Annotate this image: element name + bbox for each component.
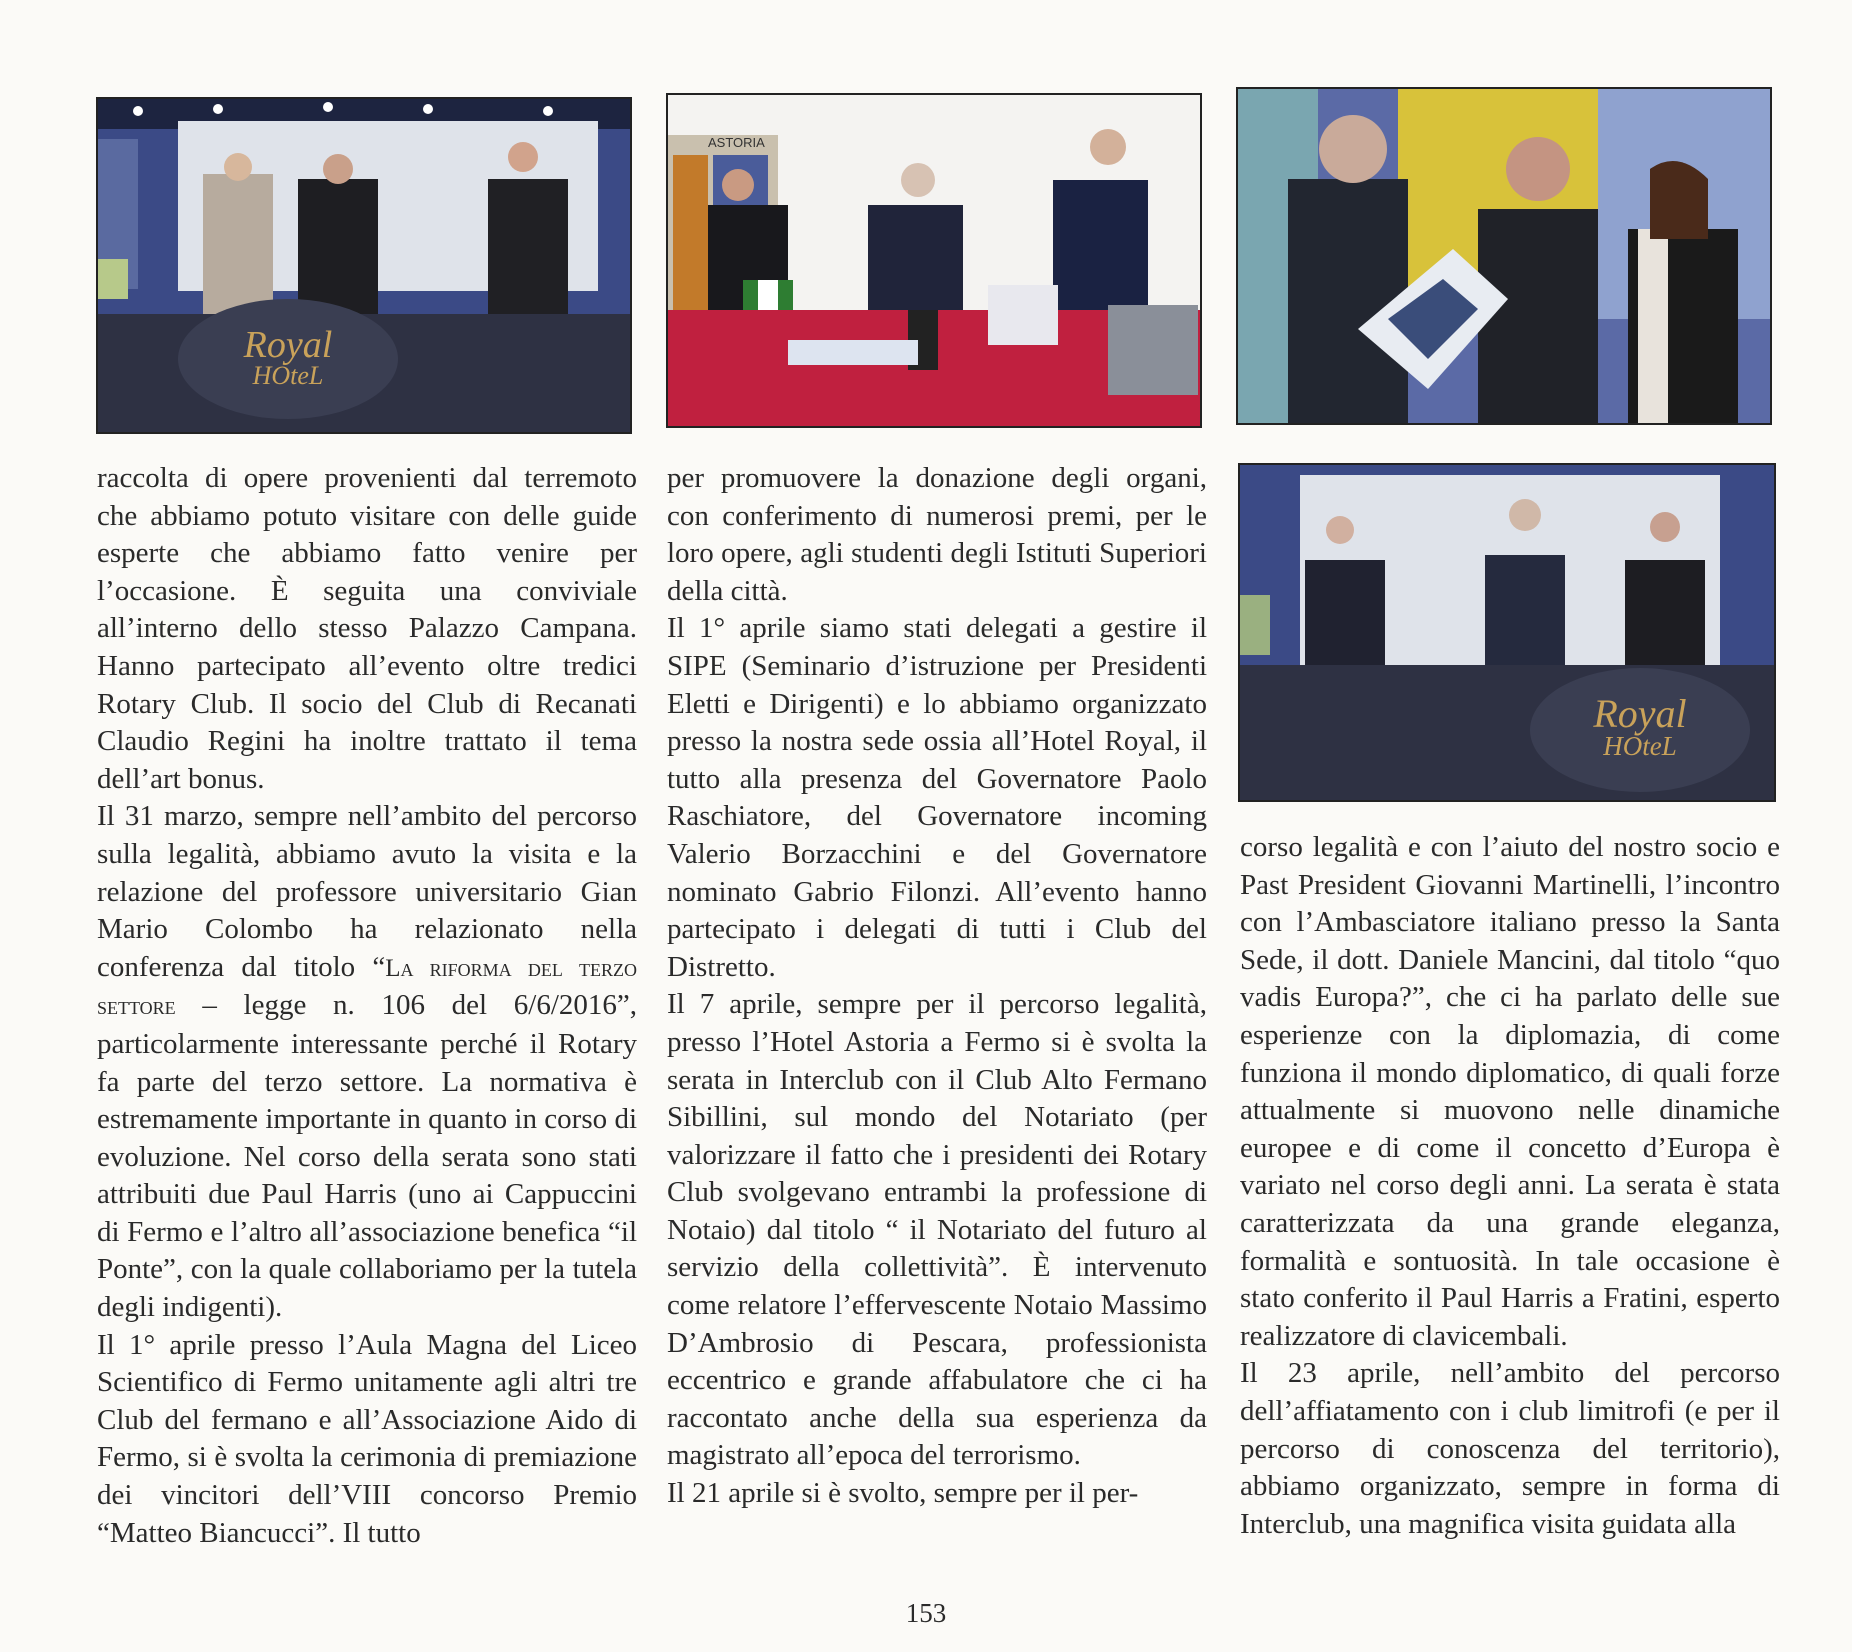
paragraph: raccolta di opere provenienti dal terremoto che abbiamo potuto visitare con delle guide esperte che abbiamo fatto venire per l’occasione. È seguita una conviviale all’interno dello stesso Palazzo Campana. Hanno partecipato all’evento oltre tredici Rotary Club. Il socio del Club di Recanati Claudio Regini ha inoltre trattato il tema dell’art bonus. (97, 462, 637, 795)
photo-hotel-astoria-speakers (666, 93, 1202, 428)
article-column-3 (1240, 829, 1780, 1543)
photo-gift-presentation (1236, 87, 1772, 425)
paragraph: Il 7 aprile, sempre per il percorso legalità, presso l’Hotel Astoria a Fermo si è svolta la serata in Interclub con il Club Alto Fermano Sibillini, sul mondo del Notariato (per valorizzare il fatto che i presidenti dei Rotary Club svolgevano entrambi la professione di Notaio) dal titolo “ il Notariato del futuro al servizio della collettività”. È intervenuto come relatore l’effervescente Notaio Massimo D’Ambrosio di Pescara, professionista eccentrico e grande affabulatore che ci ha raccontato anche della sua esperienza da magistrato all’epoca del terrorismo. (667, 988, 1207, 1472)
royal-logo-text: Royal (243, 324, 333, 366)
paragraph: Il 21 aprile si è svolto, sempre per il per- (667, 1477, 1139, 1510)
svg-text:HOteL: HOteL (1603, 731, 1677, 761)
royal-logo-text: Royal (1593, 691, 1687, 736)
svg-text:HOteL: HOteL (252, 361, 324, 390)
photo-royal-hotel-speakers-2 (1238, 463, 1776, 802)
paragraph: per promuovere la donazione degli organi, con conferimento di numerosi premi, per le loro opere, agli studenti degli Istituti Superiori della città. (667, 462, 1207, 607)
paragraph: Il 31 marzo, sempre nell’ambito del percorso sulla legalità, abbiamo avuto la visita e la relazione del professore universitario Gian Mario Colombo ha relazionato nella conferenza dal titolo “La riforma del terzo settore – legge n. 106 del 6/6/2016”, particolarmente interessante perché il Rotary fa parte del terzo settore. La normativa è estremamente importante in quanto in corso di evoluzione. Nel corso della serata sono stati attribuiti due Paul Harris (uno ai Cappuccini di Fermo e l’altro all’associazione benefica “il Ponte”, con la quale collaboriamo per la tutela degli indigenti). (97, 800, 637, 1324)
article-column-1 (97, 460, 637, 1552)
banner-text: ASTORIA (708, 135, 765, 150)
conference-title: La riforma del terzo settore (97, 954, 637, 1021)
article-column-2 (667, 460, 1207, 1513)
photo-royal-hotel-speakers-1 (96, 97, 632, 434)
paragraph: corso legalità e con l’aiuto del nostro socio e Past President Giovanni Martinelli, l’incontro con l’Ambasciatore italiano presso la Santa Sede, il dott. Daniele Mancini, dal titolo “quo vadis Europa?”, che ci ha parlato delle sue esperienze con la diplomazia, di come funziona il mondo diplomatico, di quali forze attualmente si muovono nelle dinamiche europee e di come il concetto d’Europa è variato nel corso degli anni. La serata è stata caratterizzata da una grande eleganza, formalità e sontuosità. In tale occasione è stato conferito il Paul Harris a Fratini, esperto realizzatore di clavicembali. (1240, 831, 1780, 1352)
paragraph: Il 23 aprile, nell’ambito del percorso dell’affiatamento con i club limitrofi (e per il percorso di conoscenza del territorio), abbiamo organizzato, sempre in forma di Interclub, una magnifica visita guidata alla (1240, 1357, 1780, 1540)
page-number: 153 (905, 1598, 947, 1628)
paragraph: Il 1° aprile presso l’Aula Magna del Liceo Scientifico di Fermo unitamente agli altri tre Club del fermano e all’Associazione Aido di Fermo, si è svolta la cerimonia di premiazione dei vincitori dell’VIII concorso Premio “Matteo Biancucci”. Il tutto (97, 1328, 637, 1549)
paragraph: Il 1° aprile siamo stati delegati a gestire il SIPE (Seminario d’istruzione per Presidenti Eletti e Dirigenti) e lo abbiamo organizzato presso la nostra sede ossia all’Hotel Royal, il tutto alla presenza del Governatore Paolo Raschiatore, del Governatore incoming Valerio Borzacchini e del Governatore nominato Gabrio Filonzi. All’evento hanno partecipato i delegati di tutti i Club del Distretto. (667, 612, 1207, 983)
